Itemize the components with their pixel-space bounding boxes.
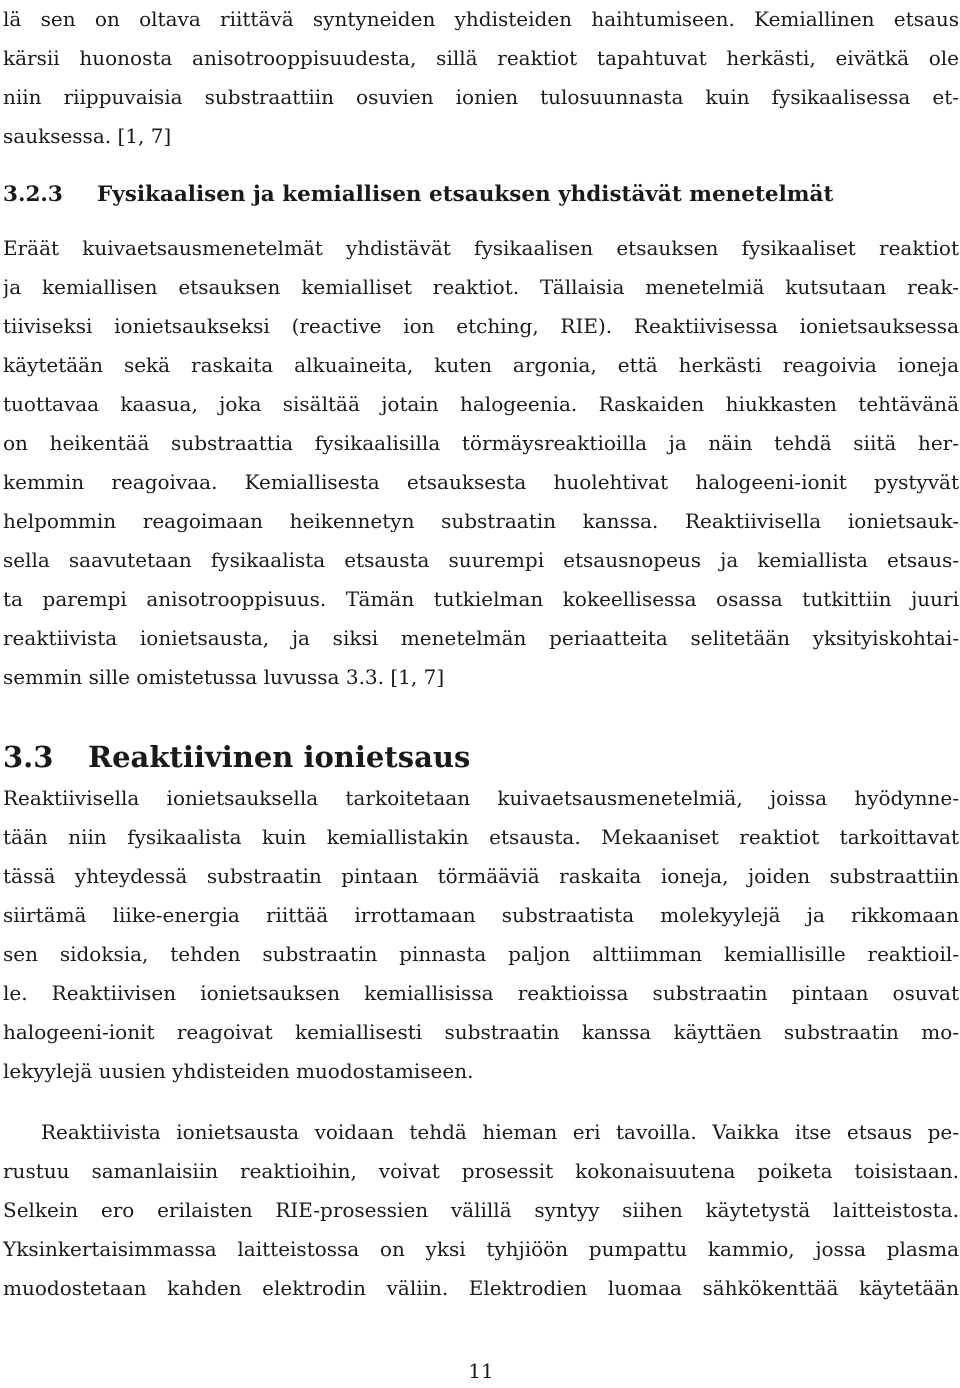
text-line: tään niin fysikaalista kuin kemiallistakin etsausta. Mekaaniset reaktiot tarkoittavat bbox=[3, 825, 959, 849]
text-line: kemmin reagoivaa. Kemiallisesta etsauksesta huolehtivat halogeeni-ionit pystyvät bbox=[3, 470, 959, 494]
text-line: reaktiivista ionietsausta, ja siksi menetelmän periaatteita selitetään yksityiskohtai- bbox=[3, 626, 959, 650]
section-heading bbox=[3, 734, 470, 780]
text-line: ta parempi anisotrooppisuus. Tämän tutkielman kokeellisessa osassa tutkittiin juuri bbox=[3, 587, 959, 611]
text-line: kärsii huonosta anisotrooppisuudesta, sillä reaktiot tapahtuvat herkästi, eivätkä ole bbox=[3, 46, 959, 70]
text-line: siirtämä liike-energia riittää irrottamaan substraatista molekyylejä ja rikkomaan bbox=[3, 903, 959, 927]
top-paragraph bbox=[3, 0, 959, 156]
text-line: Yksinkertaisimmassa laitteistossa on yksi tyhjiöön pumpattu kammio, jossa plasma bbox=[3, 1237, 959, 1261]
text-line: on heikentää substraattia fysikaalisilla törmäysreaktioilla ja näin tehdä siitä her- bbox=[3, 431, 959, 455]
subsection-paragraph bbox=[3, 229, 959, 697]
text-line: le. Reaktiivisen ionietsauksen kemiallisissa reaktioissa substraatin pintaan osuvat bbox=[3, 981, 959, 1005]
page-number: 11 bbox=[468, 1359, 494, 1383]
text-line: Eräät kuivaetsausmenetelmät yhdistävät fysikaalisen etsauksen fysikaaliset reaktiot bbox=[3, 236, 959, 260]
text-line: helpommin reagoimaan heikennetyn substraatin kanssa. Reaktiivisella ionietsauk- bbox=[3, 509, 959, 533]
section-paragraph-2 bbox=[3, 1113, 959, 1308]
subsection-title: Fysikaalisen ja kemiallisen etsauksen yhdistävät menetelmät bbox=[97, 182, 834, 207]
text-line: halogeeni-ionit reagoivat kemiallisesti substraatin kanssa käyttäen substraatin mo- bbox=[3, 1020, 959, 1044]
text-line: lekyylejä uusien yhdisteiden muodostamiseen. bbox=[3, 1059, 474, 1083]
text-line: sauksessa. [1, 7] bbox=[3, 124, 172, 148]
text-line: Selkein ero erilaisten RIE-prosessien välillä syntyy siihen käytetystä laitteistosta. bbox=[3, 1198, 959, 1222]
text-line: sella saavutetaan fysikaalista etsausta suurempi etsausnopeus ja kemiallista etsaus- bbox=[3, 548, 959, 572]
text-line: semmin sille omistetussa luvussa 3.3. [1, 7] bbox=[3, 665, 445, 689]
section-title: Reaktiivinen ionietsaus bbox=[88, 740, 471, 774]
text-line: muodostetaan kahden elektrodin väliin. Elektrodien luomaa sähkökenttää käytetään bbox=[3, 1276, 959, 1300]
text-line: sen sidoksia, tehden substraatin pinnasta paljon alttiimman kemiallisille reaktioil- bbox=[3, 942, 959, 966]
text-line: tiiviseksi ionietsaukseksi (reactive ion etching, RIE). Reaktiivisessa ionietsauksessa bbox=[3, 314, 959, 338]
text-line: ja kemiallisen etsauksen kemialliset reaktiot. Tällaisia menetelmiä kutsutaan reak- bbox=[3, 275, 959, 299]
text-line: Reaktiivista ionietsausta voidaan tehdä hieman eri tavoilla. Vaikka itse etsaus pe- bbox=[41, 1120, 959, 1144]
subsection-heading bbox=[3, 175, 833, 215]
text-line: Reaktiivisella ionietsauksella tarkoitetaan kuivaetsausmenetelmiä, joissa hyödynne- bbox=[3, 786, 959, 810]
text-line: niin riippuvaisia substraattiin osuvien ionien tulosuunnasta kuin fysikaalisessa et- bbox=[3, 85, 959, 109]
section-number: 3.3 bbox=[3, 740, 54, 774]
section-paragraph-1 bbox=[3, 779, 959, 1091]
text-line: tuottavaa kaasua, joka sisältää jotain halogeenia. Raskaiden hiukkasten tehtävänä bbox=[3, 392, 959, 416]
subsection-number: 3.2.3 bbox=[3, 182, 63, 207]
text-line: käytetään sekä raskaita alkuaineita, kuten argonia, että herkästi reagoivia ioneja bbox=[3, 353, 959, 377]
text-line: tässä yhteydessä substraatin pintaan törmääviä raskaita ioneja, joiden substraattiin bbox=[3, 864, 959, 888]
text-line: lä sen on oltava riittävä syntyneiden yhdisteiden haihtumiseen. Kemiallinen etsaus bbox=[3, 7, 959, 31]
text-line: rustuu samanlaisiin reaktioihin, voivat prosessit kokonaisuutena poiketa toisistaan. bbox=[3, 1159, 959, 1183]
